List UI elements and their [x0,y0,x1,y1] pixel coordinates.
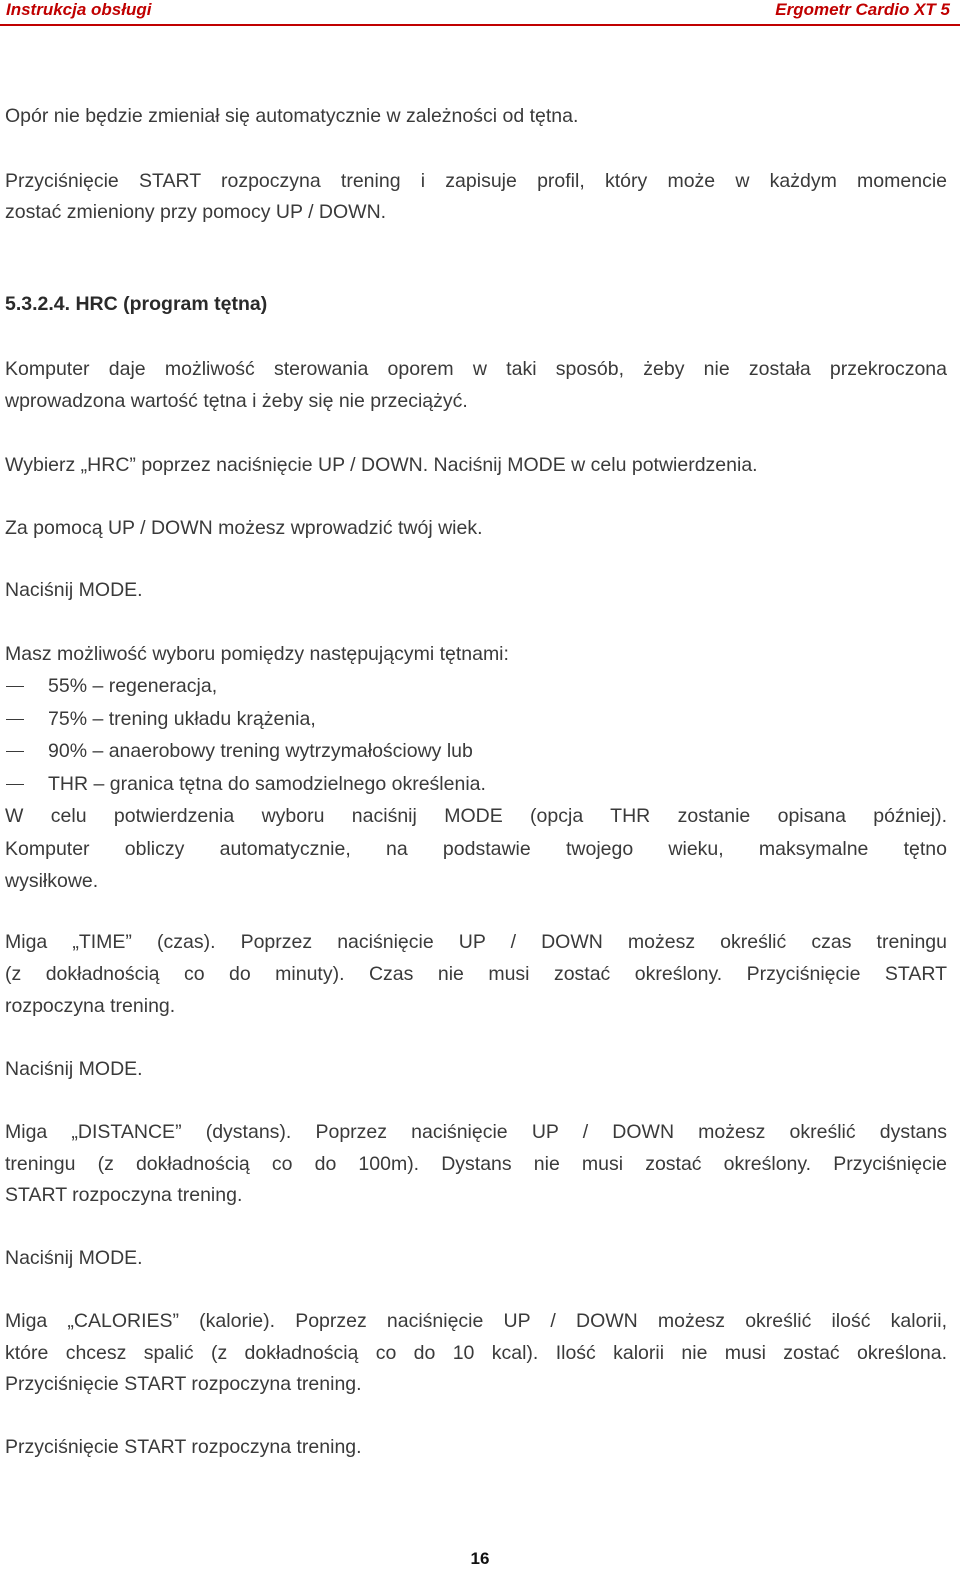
section-heading-hrc: 5.3.2.4. HRC (program tętna) [5,293,268,315]
paragraph-time-line-2: (z dokładnością co do minuty). Czas nie musi zostać określony. Przyciśnięcie START [5,963,947,985]
paragraph-press-mode-1: Naciśnij MODE. [5,579,143,601]
paragraph-confirm-line-3: wysiłkowe. [5,870,99,892]
header-manual-title: Instrukcja obsługi [6,0,152,19]
list-item: 55% – regeneracja, [48,675,218,697]
header-product-name: Ergometr Cardio XT 5 [775,0,950,19]
paragraph-heart-rate-options: Masz możliwość wyboru pomiędzy następującymi tętnami: [5,643,509,665]
paragraph-resistance-note: Opór nie będzie zmieniał się automatycznie w zależności od tętna. [5,105,579,127]
paragraph-select-hrc: Wybierz „HRC” poprzez naciśnięcie UP / DOWN. Naciśnij MODE w celu potwierdzenia. [5,454,758,476]
paragraph-press-mode-2: Naciśnij MODE. [5,1058,143,1080]
paragraph-press-mode-3: Naciśnij MODE. [5,1247,143,1269]
paragraph-distance-line-2: treningu (z dokładnością co do 100m). Dystans nie musi zostać określony. Przyciśnięcie [5,1153,947,1175]
paragraph-calories-line-3: Przyciśnięcie START rozpoczyna trening. [5,1373,362,1395]
paragraph-hrc-intro-line-1: Komputer daje możliwość sterowania oporem w taki sposób, żeby nie została przekroczona [5,358,947,380]
bullet-dash [6,686,24,687]
bullet-dash [6,751,24,752]
paragraph-final-start: Przyciśnięcie START rozpoczyna trening. [5,1436,362,1458]
page-header [0,0,960,26]
paragraph-calories-line-2: które chcesz spalić (z dokładnością co do 10 kcal). Ilość kalorii nie musi zostać określona. [5,1342,947,1364]
list-item: THR – granica tętna do samodzielnego określenia. [48,773,486,795]
paragraph-time-line-3: rozpoczyna trening. [5,995,176,1017]
paragraph-enter-age: Za pomocą UP / DOWN możesz wprowadzić twój wiek. [5,517,483,539]
paragraph-confirm-line-2: Komputer obliczy automatycznie, na podstawie twojego wieku, maksymalne tętno [5,838,947,860]
paragraph-distance-line-3: START rozpoczyna trening. [5,1184,243,1206]
paragraph-start-line-1: Przyciśnięcie START rozpoczyna trening i zapisuje profil, który może w każdym momencie [5,170,947,192]
paragraph-hrc-intro-line-2: wprowadzona wartość tętna i żeby się nie przeciążyć. [5,390,468,412]
paragraph-calories-line-1: Miga „CALORIES” (kalorie). Poprzez naciśnięcie UP / DOWN możesz określić ilość kalorii, [5,1310,947,1332]
paragraph-distance-line-1: Miga „DISTANCE” (dystans). Poprzez naciśnięcie UP / DOWN możesz określić dystans [5,1121,947,1143]
list-item: 90% – anaerobowy trening wytrzymałościowy lub [48,740,473,762]
bullet-dash [6,719,24,720]
bullet-dash [6,784,24,785]
paragraph-confirm-line-1: W celu potwierdzenia wyboru naciśnij MODE (opcja THR zostanie opisana później). [5,805,947,827]
list-item: 75% – trening układu krążenia, [48,708,316,730]
paragraph-time-line-1: Miga „TIME” (czas). Poprzez naciśnięcie UP / DOWN możesz określić czas treningu [5,931,947,953]
paragraph-start-line-2: zostać zmieniony przy pomocy UP / DOWN. [5,201,387,223]
page-number: 16 [470,1549,490,1568]
